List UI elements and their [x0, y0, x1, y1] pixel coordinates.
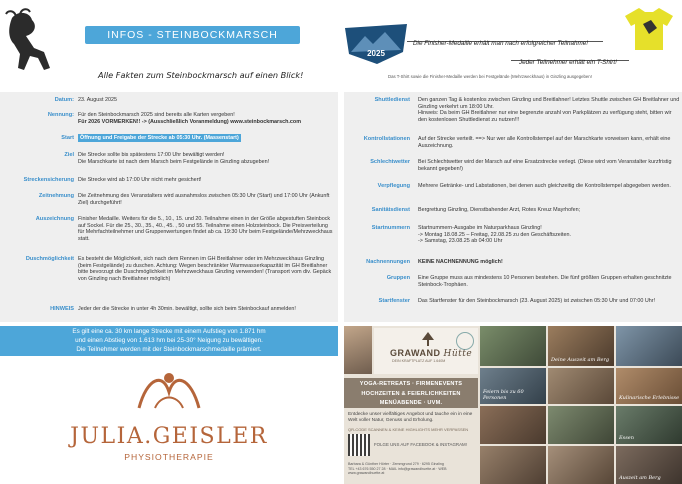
grawand-tagline: DEIN KRAFTPLATZ AUF 1.640M — [392, 359, 446, 363]
info-label: Nennung: — [47, 112, 74, 118]
ad-photo-grid — [480, 326, 682, 484]
distribution-note: Das T-Shirt sowie die Finisher-Medaille werden bei Festgelände (Mehrzweckhaus) in Ginzling ausgegeben! — [388, 74, 592, 79]
info-value: Eine Gruppe muss aus mindestens 10 Personen bestehen. Die fünf größten Gruppen erhalten geschnitzte Steinbock-Trophäen. — [418, 275, 672, 288]
medal-icon — [341, 22, 411, 66]
ad-service-line: YOGA-RETREATS · FIRMENEVENTS — [359, 381, 463, 387]
ad-contact-line: TEL +43 676 550 27 28 · MAIL info@grawandhuette.at · WEB www.grawandhuette.at — [348, 466, 447, 476]
header-right — [341, 0, 682, 90]
ad-contact-line: Barbara & Günther Hörter · Zemmgrund 279 · 6295 Ginzling — [348, 462, 444, 466]
route-summary-line: und einen Abstieg von 1.613 hm bei 25-30° Neigung zu bewältigen. — [75, 337, 263, 345]
info-label: Startfenster — [378, 298, 410, 304]
ad-photo-tile — [616, 406, 682, 444]
info-value: Auf der Strecke verteilt. ==> Nur wer alle Kontrollstempel auf der Marschkarte vorweisen kann, erhält eine Auszeichnung. — [418, 136, 671, 149]
info-value: Finisher Medaille. Weiters für die 5., 10., 15. und 20. Teilnahme einen in der Größe abgestuften Steinbock auf Sockel. Für die 25., 30., 35., 40., 45. , 50 und 55. Teilnahme einen Holzsteinbock. Die Preisverteilung für Mehrfachteilnehmer und Gruppenwertungen findet ab ca. 19:30 Uhr beim Festgelände/Mehrzweckhaus statt. — [78, 216, 333, 242]
tile-caption: Auszeit am Berg — [619, 475, 661, 481]
tile-caption: Essen — [619, 435, 634, 441]
ibex-illustration — [4, 8, 54, 78]
physio-logo-icon — [133, 368, 205, 414]
grawand-logo — [374, 328, 478, 374]
ad-photo-tile — [548, 326, 614, 366]
route-summary-line: Die Teilnehmer werden mit der Steinbockmarschmedaille prämiert. — [76, 346, 262, 354]
shirt-caption: Jeder Teilnehmer erhält ein T-Shirt! — [519, 59, 617, 66]
info-value: Mehrere Getränke- und Labstationen, bei denen auch gleichzeitig die Kontrollstempel abgegeben werden. — [418, 183, 671, 189]
info-panel-right — [344, 92, 682, 322]
grawand-advertisement — [344, 326, 682, 484]
info-value-group — [418, 97, 680, 123]
info-value: Bei Schlechtwetter wird der Marsch auf eine Ersatzstrecke verlegt. (Diese wird vom Veranstalter kurzfristig bekannt gegeben!) — [418, 159, 672, 172]
ad-service-line: HOCHZEITEN & FEIERLICHKEITEN — [361, 390, 461, 397]
info-label: Kontrollstationen — [363, 136, 410, 142]
sponsor-physiotherapie — [0, 358, 338, 484]
ad-photo-tile — [480, 406, 546, 444]
tile-caption: Feiern bis zu 60 Personen — [483, 389, 524, 401]
info-value: Es besteht die Möglichkeit, sich nach dem Rennen im GH Breitlahner oder im Mehrzweckhaus Ginzling (beim Festgelände) zu duschen. Achtung: Wegen beschränkter Warmwasserkapazität im GH Breitlahner bitte bevorzugt die Duschmöglichkeit im Mehrzweckhaus Ginzling verwenden! (Transport vom div. Gepäck von Ginzling nach Breitlahner möglich) — [78, 256, 332, 282]
sponsor-subtitle: PHYSIOTHERAPIE — [124, 452, 214, 462]
info-value: Hinweis: Da beim GH Breitlahner nur eine begrenzte anzahl von Parkplätzen zu verfügung steht, bitten wir den kostenlosen Shuttledienst zu nutzen!!! — [418, 110, 672, 123]
ad-photo-tile — [616, 368, 682, 404]
info-value: Für den Steinbockmarsch 2025 sind bereits alle Karten vergeben! — [78, 112, 235, 118]
grawand-mark-icon — [422, 332, 434, 346]
info-value-group — [78, 112, 334, 125]
info-label: Startnummern — [371, 225, 410, 231]
ad-services-band — [344, 378, 478, 408]
ad-photo-tile — [548, 446, 614, 484]
info-value: Die Zeitnehmung des Veranstalters wird ausnahmslos zwischen 05:30 Uhr (Start) und 17:00 Uhr (Ankunft Ziel) durchgeführt! — [78, 193, 330, 206]
ad-info-column — [344, 326, 478, 484]
info-label: HINWEIS — [50, 306, 74, 312]
ad-photo-tile — [480, 326, 546, 366]
header-left — [0, 0, 341, 90]
info-label: Shuttledienst — [374, 97, 410, 103]
qr-code-icon[interactable] — [348, 434, 370, 456]
tile-caption: Deine Auszeit am Berg — [551, 357, 610, 363]
info-label: Ziel — [64, 152, 74, 158]
info-label: Streckensicherung — [23, 177, 74, 183]
ad-description: Entdecke unser vielfältiges Angebot und tauche ein in eine Welt voller Natur, Genuss und Erholung. — [348, 412, 473, 423]
info-value-link[interactable]: Für 2026 VORMERKEN!! -> (Ausschließlich Voranmeldung) www.steinbockmarsch.com — [78, 118, 302, 125]
medal-caption: Die Finisher-Medaille erhält man nach erfolgreicher Teilnahme! — [413, 40, 588, 47]
sponsor-name: JULIA.GEISLER — [70, 424, 268, 449]
info-value-group — [78, 152, 334, 165]
info-value: Die Marschkarte ist nach dem Marsch beim Festgelände in Ginzling abzugeben! — [78, 158, 270, 165]
info-value: Startnummern-Ausgabe im Naturparkhaus Ginzling! — [418, 225, 542, 231]
info-label: Start — [61, 135, 74, 141]
info-value: Die Strecke sollte bis spätestens 17:00 Uhr bewältigt werden! — [78, 152, 225, 158]
route-summary-strip — [0, 326, 338, 356]
info-label: Schlechtwetter — [370, 159, 410, 165]
page-subtitle: Alle Fakten zum Steinbockmarsch auf einen Blick! — [98, 70, 304, 80]
info-value: -> Samstag, 23.08.25 ab 04:00 Uhr — [418, 238, 503, 245]
info-label: Datum: — [54, 97, 74, 103]
page-title: INFOS - STEINBOCKMARSCH — [107, 29, 278, 41]
ad-contact — [348, 462, 478, 476]
info-label: Nachnennungen — [366, 259, 410, 265]
grawand-script: Hütte — [443, 349, 473, 359]
info-panel-left — [0, 92, 338, 322]
info-value: Jeder der die Strecke in unter 4h 30min. bewältigt, sollte sich beim Steinbockauf anmelden! — [78, 306, 296, 312]
info-value: -> Montag 18.08.25 – Freitag, 22.08.25 zu den Geschäftszeiten. — [418, 231, 571, 238]
ad-photo — [344, 326, 372, 374]
info-label: Sanitätsdienst — [371, 207, 410, 213]
tshirt-icon — [623, 6, 675, 52]
info-value-group — [418, 225, 680, 245]
tile-caption: Kulinarische Erlebnisse — [619, 395, 680, 401]
ad-photo-tile — [480, 446, 546, 484]
ad-photo-tile — [548, 368, 614, 404]
info-value: Das Startfenster für den Steinbockmarsch (23. August 2025) ist zwischen 05:30 Uhr und 07:00 Uhr! — [418, 298, 656, 304]
grawand-name-text: GRAWAND — [390, 348, 441, 358]
start-highlight: Öffnung und Freigabe der Strecke ab 05:30 Uhr. (Massenstart) — [80, 135, 239, 141]
info-value: Bergrettung Ginzling, Dienstbahender Arzt, Rotes Kreuz Mayrhofen; — [418, 207, 581, 213]
info-value: Den ganzen Tag & kostenlos zwischen Ginzling und Breitlahner! Letztes Shuttle zwischen GH Breitlahner und Ginzling verkehrt um 18:00 Uhr. — [418, 97, 680, 110]
medal-year: 2025 — [367, 49, 385, 58]
info-label: Auszeichnung — [35, 216, 74, 222]
info-value: KEINE NACHNENNUNG möglich! — [418, 259, 503, 265]
info-value: Die Strecke wird ab 17:00 Uhr nicht mehr gesichert! — [78, 177, 202, 183]
info-label: Gruppen — [386, 275, 410, 281]
ad-photo-tile — [480, 368, 546, 404]
grawand-name — [390, 348, 472, 359]
info-value: 23. August 2025 — [78, 97, 117, 103]
ad-photo-tile — [616, 326, 682, 366]
info-label: Zeitnehmung — [38, 193, 74, 199]
ad-qr-caption: QR-CODE SCANNEN & KEINE HIGHLIGHTS MEHR VERPASSEN — [348, 427, 469, 432]
ad-photo-tile — [548, 406, 614, 444]
title-banner — [85, 26, 300, 44]
route-summary-line: Es gilt eine ca. 30 km lange Strecke mit einem Aufstieg von 1.871 hm — [72, 328, 266, 335]
info-label: Verpflegung — [377, 183, 410, 189]
ad-service-line: MENÜABENDE · UVM. — [379, 400, 443, 407]
ad-photo-tile — [616, 446, 682, 484]
ad-social-link[interactable]: FOLGE UNS AUF FACEBOOK & INSTAGRAM! — [374, 442, 467, 447]
info-label: Duschmöglichkeit — [25, 256, 74, 262]
